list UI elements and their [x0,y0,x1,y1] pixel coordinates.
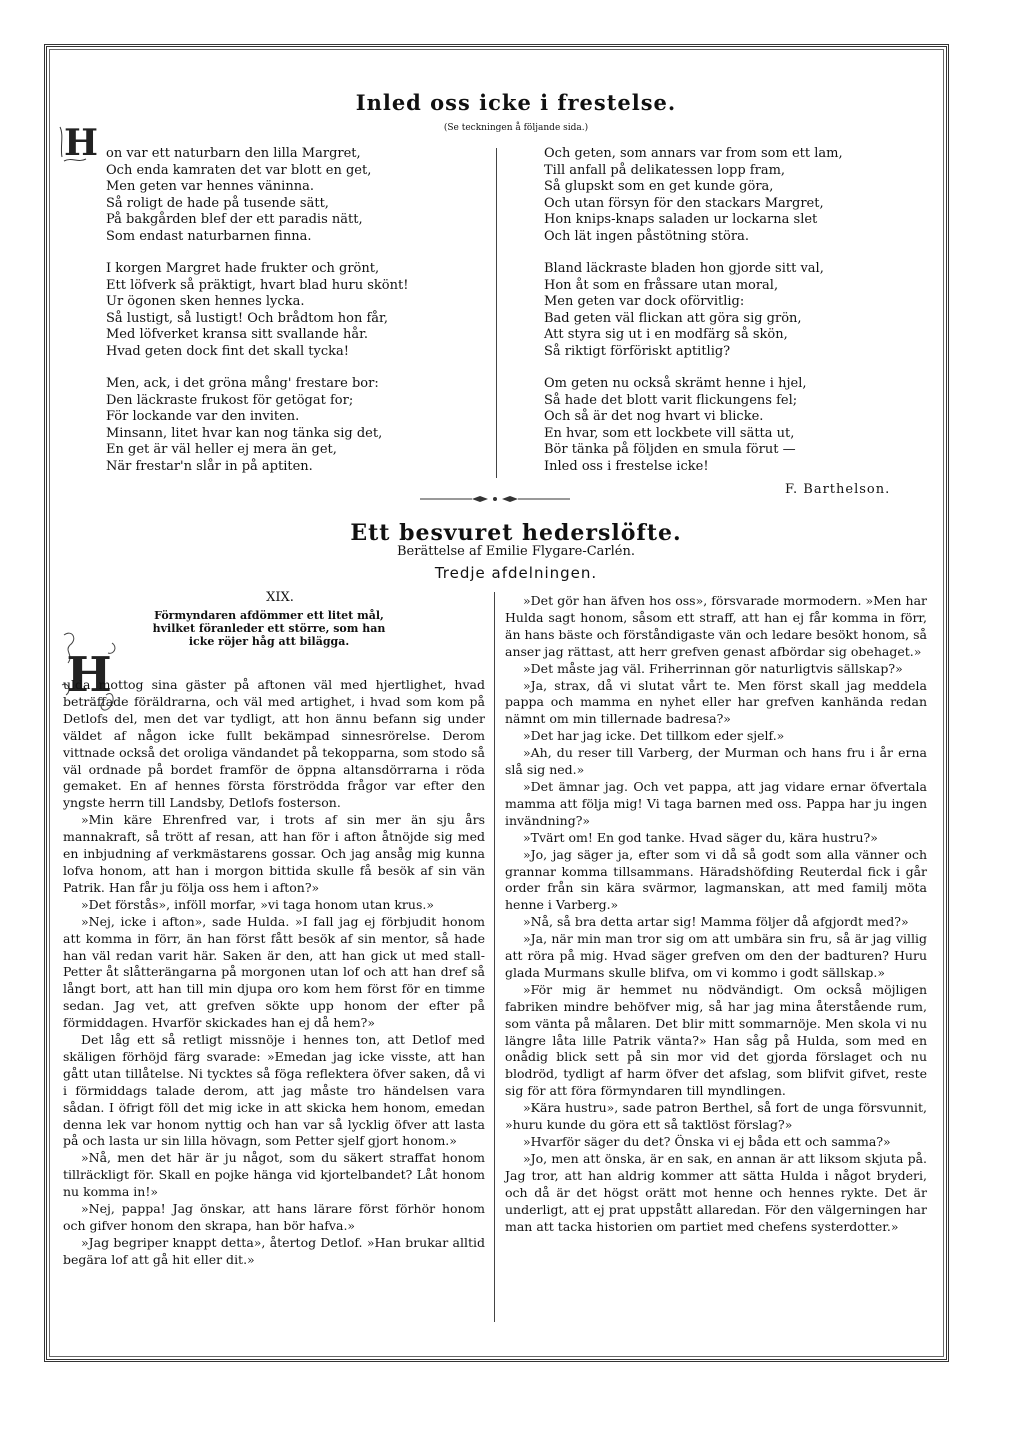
poem-line: Så glupskt som en get kunde göra, [544,179,774,194]
poem-line: on var ett naturbarn den lilla Margret, [106,146,361,161]
story-paragraph: »Det gör han äfven hos oss», försvarade mormodern. »Men har Hulda sagt honom, såsom ett straff, att han ej får komma in förr, än hans bäste och förståndigaste vän och ledare besökt honom, så anser jag rättast, att herr grefven genast afbördar sig obehaget.» [505,593,927,659]
poem-left-column [106,146,408,491]
poem-line: Om geten nu också skrämt henne i hjel, [544,376,807,391]
story-paragraph: »Min käre Ehrenfred var, i trots af sin mer än sju års mannakraft, så trött af resan, att han för i afton åtnöjde sig med en inbjudning af verkmästarens gossar. Och jag ansåg mig kunna lofva honom, att han i morgon bittida skulle få besök af sin vän Patrik. Han får ju följa oss hem i afton?» [63,812,485,895]
story-paragraph: »Ah, du reser till Varberg, der Murman och hans fru i år erna slå sig ned.» [505,745,927,778]
poem-line: Hvad geten dock fint det skall tycka! [106,343,349,359]
ornate-initial-poem [58,117,104,165]
poem-line: När frestar'n slår in på aptiten. [106,458,313,474]
story-initial: H [66,647,112,703]
poem-line: Och enda kamraten det var blott en get, [106,162,372,178]
poem-stanza [106,376,408,475]
poem-stanza [106,261,408,360]
poem-line: Ur ögonen sken hennes lycka. [106,294,305,309]
story-paragraph: »Ja, strax, då vi slutat vårt te. Men först skall jag meddela pappa och mamma en nyhet eller har grefven kanhända redan nämnt om min tillernade badresa?» [505,677,927,727]
poem-line: Och lät ingen påstötning störa. [544,228,749,244]
poem-initial: H [63,122,99,164]
poem-title: Inled oss icke i frestelse. [355,90,677,115]
poem-line: Hon åt som en fråssare utan moral, [544,277,779,293]
story-paragraph: »För mig är hemmet nu nödvändigt. Om också möjligen fabriken mindre behöfver mig, så har jag mina återstående rum, som vänta på målaren. Det blir mitt sommarnöje. Men skola vi nu längre låta lille Patrik vänta?» Han såg på Hulda, som med en onådig blick sett på sin mor vid det gjorda förslaget och nu blodröd, tydligt af harm öfver det afslag, som blifvit gifvet, reste sig för att föra förmyndaren till myndlingen. [505,981,927,1099]
chapter-summary: Förmyndaren afdömmer ett litet mål, hvilket föranleder ett större, som han icke röjer håg att bilägga. [152,609,386,648]
story-paragraph: »Hvarför säger du det? Önska vi ej båda ett och samma?» [523,1134,891,1149]
poem-line: Ett löfverk så präktigt, hvart blad huru skönt! [106,277,409,293]
poem-line: Så hade det blott varit flickungens fel; [544,392,798,408]
poem-line: Den läckraste frukost för getögat for; [106,392,354,408]
poem-line: En get är väl heller ej mera än get, [106,442,337,457]
story-paragraph: »Det ämnar jag. Och vet pappa, att jag vidare ernar öfvertala mamma att följa mig! Vi taga barnen med oss. Pappa har ju ingen invändning?» [505,778,927,828]
poem-line: På bakgården blef der ett paradis nätt, [106,212,363,227]
poem-line: En hvar, som ett lockbete vill sätta ut, [544,425,795,441]
poem-line: Med löfverket kransa sitt svallande hår. [106,327,369,342]
poem-stanza [544,146,843,245]
poem-line: Så lustigt, så lustigt! Och brådtom hon får, [106,310,388,326]
story-paragraph: ulda mottog sina gäster på aftonen väl med hjertlighet, hvad beträffade föräldrarna, och väl med artighet, i hvad som kom på Detlofs del, men det var tydligt, att hon ännu befann sig under väldet af någon icke fullt bekämpad sinnesrörelse. Derom vittnade också det oroliga vändandet på tekopparna, som stodo så väl ordnade på bordet framför de öppna altansdörrarna i röda gemaket. En af hennes första förströdda frågor var efter den yngste herrn till Landsby, Detlofs fosterson. [63,677,485,811]
story-subtitle: Berättelse af Emilie Flygare-Carlén. [397,544,635,559]
poem-line: För lockande var den inviten. [106,409,300,424]
story-paragraph: »Nej, icke i afton», sade Hulda. »I fall jag ej förbjudit honom att komma in förr, än han först fått besök af sin mentor, så hade han väl redan varit här. Saken är den, att han gick ut med stall-Petter åt slåtterängarna på morgonen utan lof och att han dref så långt bort, att han till min djupa oro kom hem först för en timme sedan. Jag vet, att grefven sökte upp honom der efter på förmiddagen. Hvarför skickades han ej då hem?» [63,913,485,1031]
story-title: Ett besvuret hederslöfte. [350,520,682,546]
poem-column-rule [496,148,497,478]
story-part: Tredje afdelningen. [434,564,598,582]
poem-stanza [544,376,843,475]
story-left-column [63,677,485,1269]
story-paragraph: »Nå, men det här är ju något, som du säkert straffat honom tillräckligt för. Skall en pojke hänga vid kjortelbandet? Låt honom nu komma in!» [63,1150,485,1200]
poem-line: Inled oss i frestelse icke! [544,458,709,474]
story-paragraph: »Det måste jag väl. Friherrinnan gör naturligtvis sällskap?» [523,660,903,676]
poem-stanza [544,261,843,360]
poem-line: Bad geten väl flickan att göra sig grön, [544,310,802,326]
poem-line: Men geten var dock oförvitlig: [544,294,745,309]
poem-line: Bland läckraste bladen hon gjorde sitt val, [544,261,824,276]
poem-line: Minsann, litet hvar kan nog tänka sig det, [106,425,383,441]
poem-line: Så riktigt förföriskt aptitlig? [544,343,731,359]
poem-signature: F. Barthelson. [785,482,891,497]
chapter-number: XIX. [266,590,294,605]
poem-line: Men geten var hennes väninna. [106,179,314,194]
story-paragraph: »Det har jag icke. Det tillkom eder sjelf.» [523,728,785,744]
story-paragraph: »Nej, pappa! Jag önskar, att hans lärare först förhör honom och gifver honom den skrapa, han bör hafva.» [63,1201,485,1233]
poem-line: Och geten, som annars var from som ett lam, [544,146,843,161]
poem-line: Till anfall på delikatessen lopp fram, [544,162,786,178]
story-paragraph: »Ja, när min man tror sig om att umbära sin fru, så är jag villig att röra på mig. Hvad säger grefven om den der badturen? Huru glada Murmans skulle blifva, om vi kommo i godt sällskap.» [505,931,927,980]
poem-line: Så roligt de hade på tusende sätt, [106,195,329,211]
poem-line: Hon knips-knaps saladen ur lockarna slet [544,212,818,227]
story-paragraph: »Jo, jag säger ja, efter som vi då så godt som alla vänner och grannar komma tillsammans. Häradshöfding Reuterdal fick i går order från sin kära svärmor, lagmanskan, att med familj möta henne i Varberg.» [505,846,927,913]
story-paragraph: Det låg ett så retligt missnöje i hennes ton, att Detlof med skäligen förhöjd färg svarade: »Emedan jag icke visste, att han gått utan tillåtelse. Ni tycktes så föga reflektera öfver saken, då vi i förmiddags talade derom, att jag måste tro händelsen vara sådan. I öfrigt föll det mig icke in att skicka hem honom, emedan denna lek var honom nyttig och han var så lycklig öfver att lasta på och lasta ur sin lilla hövagn, som Petter sjelf gjort honom.» [63,1032,485,1149]
poem-line: I korgen Margret hade frukter och grönt, [106,261,380,276]
poem-line: Att styra sig ut i en modfärg så skön, [544,327,788,342]
story-paragraph: »Jo, men att önska, är en sak, en annan är att liksom skjuta på. Jag tror, att han aldrig kommer att sätta Hulda i något bryderi, och då är det högst orätt mot henne och hennes rykte. Det är underligt, att ej prat uppstått allaredan. För den välgerningen har man att tacka historien om partiet med chefens systerdotter.» [505,1150,927,1234]
poem-right-column [544,146,843,491]
story-paragraph: »Det förstås», inföll morfar, »vi taga honom utan krus.» [81,896,434,912]
section-divider-ornament [420,493,570,505]
poem-line: Som endast naturbarnen finna. [106,228,312,244]
poem-note: (Se teckningen å följande sida.) [443,123,589,133]
story-paragraph: »Nå, så bra detta artar sig! Mamma följer då afgjordt med?» [523,914,909,930]
poem-stanza [106,146,408,245]
story-column-rule [494,592,495,1322]
story-paragraph: »Jag begriper knappt detta», återtog Detlof. »Han brukar alltid begära lof att gå hit eller dit.» [63,1234,485,1267]
story-paragraph: »Tvärt om! En god tanke. Hvad säger du, kära hustru?» [523,829,878,845]
poem-line: Och så är det nog hvart vi blicke. [544,409,764,424]
poem-line: Och utan försyn för den stackars Margret, [544,195,824,211]
story-paragraph: »Kära hustru», sade patron Berthel, så fort de unga försvunnit, »huru kunde du göra ett så taktlöst förslag?» [505,1100,927,1133]
poem-line: Bör tänka på följden en smula förut — [544,442,796,457]
story-right-column [505,593,927,1235]
poem-line: Men, ack, i det gröna mång' frestare bor: [106,376,379,391]
